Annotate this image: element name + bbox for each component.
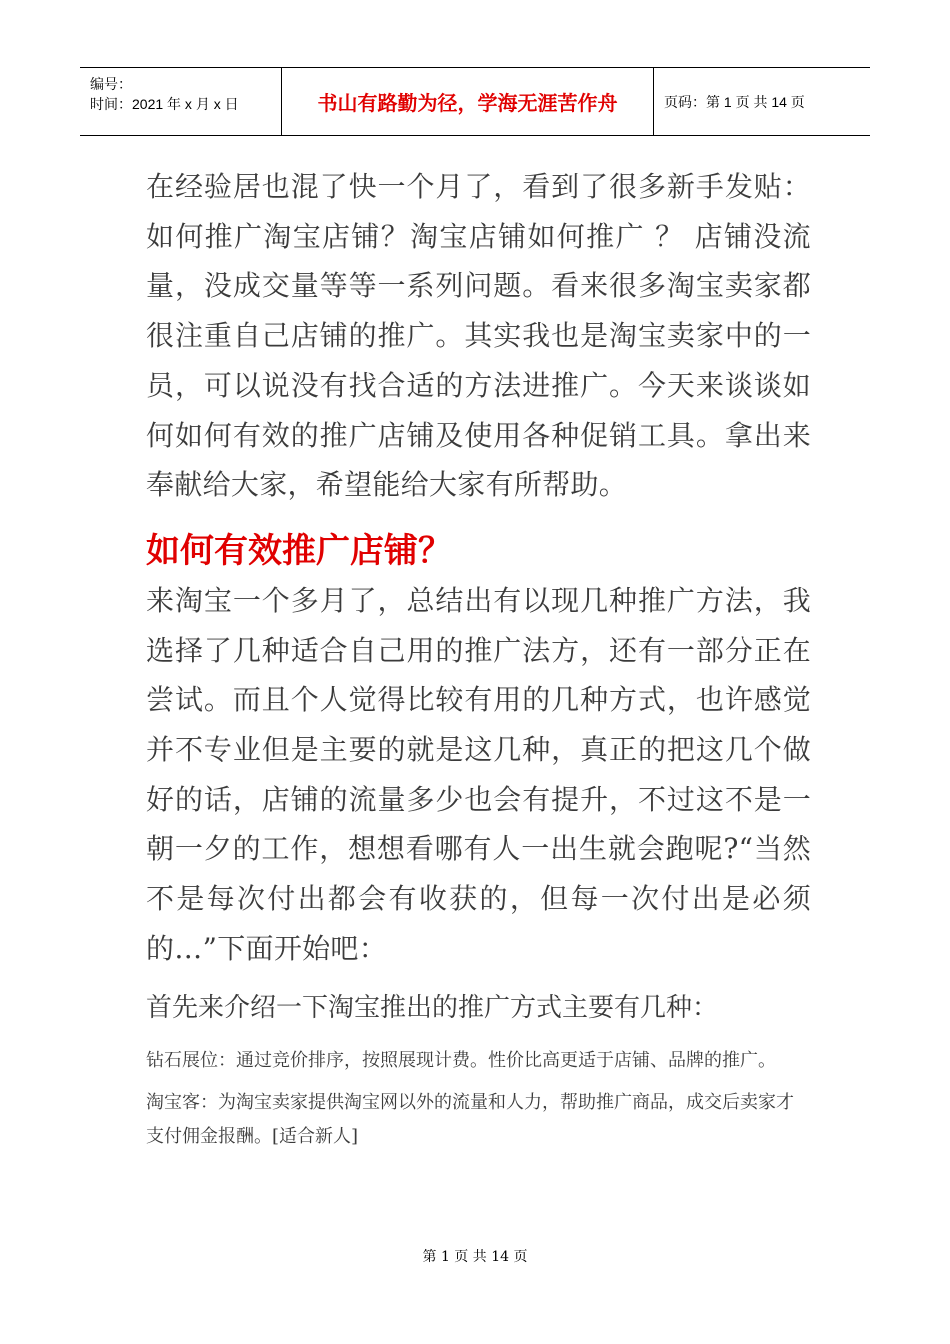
number-label: 编号： bbox=[90, 76, 132, 92]
header-page-info: 页码：第 1 页 共 14 页 bbox=[664, 93, 805, 110]
time-label: 时间：2021 年 x 月 x 日 bbox=[90, 96, 239, 112]
paragraph-intro: 在经验居也混了快一个月了，看到了很多新手发贴：如何推广淘宝店铺？淘宝店铺如何推广 ？ 店铺没流量，没成交量等等一系列问题。看来很多淘宝卖家都很注重自己店铺的推广。其实我也是淘宝卖家中的一员，可以说没有找合适的方法进推广。今天来谈谈如何如何有效的推广店铺及使用各种促销工具。拿出来奉献给大家，希望能给大家有所帮助。 bbox=[146, 170, 811, 502]
document-body bbox=[146, 162, 811, 1154]
document-header bbox=[80, 67, 870, 136]
list-item-diamond-booth: 钻石展位：通过竞价排序，按照展现计费。性价比高更适于店铺、品牌的推广。 bbox=[146, 1049, 776, 1071]
header-meta bbox=[80, 68, 282, 135]
page-footer: 第 1 页 共 14 页 bbox=[422, 1249, 528, 1265]
header-motto: 书山有路勤为径，学海无涯苦作舟 bbox=[282, 68, 654, 135]
paragraph-methods: 来淘宝一个多月了，总结出有以现几种推广方法，我选择了几种适合自己用的推广法方，还有一部分正在尝试。而且个人觉得比较有用的几种方式，也许感觉并不专业但是主要的就是这几种，真正的把这几个做好的话，店铺的流量多少也会有提升，不过这不是一朝一夕的工作，想想看哪有人一出生就会跑呢?“当然不是每次付出都会有收获的，但每一次付出是必须的…”下面开始吧： bbox=[146, 583, 811, 965]
paragraph-types-intro: 首先来介绍一下淘宝推出的推广方式主要有几种： bbox=[146, 992, 719, 1023]
list-item-taobaoke: 淘宝客：为淘宝卖家提供淘宝网以外的流量和人力，帮助推广商品，成交后卖家才支付佣金报酬。[适合新人] bbox=[146, 1091, 794, 1147]
section-heading: 如何有效推广店铺？ bbox=[146, 530, 452, 571]
